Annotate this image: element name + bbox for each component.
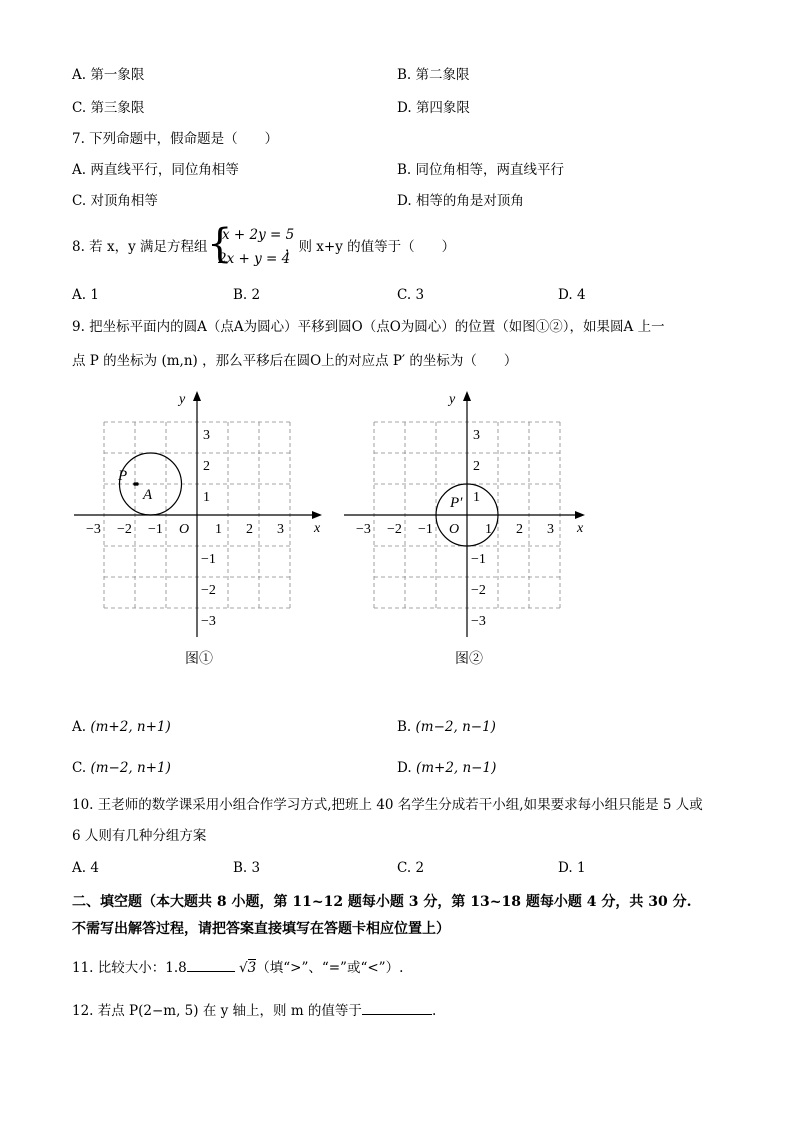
q10-stem-line1: 10. 王老师的数学课采用小组合作学习方式,把班上 40 名学生分成若干小组,如果要求每小组只能是 5 人或: [72, 797, 703, 813]
y-tick-label: 1: [203, 490, 210, 505]
q10-stem-line2: 6 人则有几种分组方案: [72, 828, 207, 844]
x-axis-label: x: [577, 521, 584, 536]
figure-1-caption: 图①: [185, 652, 213, 667]
y-tick-label: −3: [201, 614, 216, 629]
x-tick-label: 2: [246, 522, 253, 537]
figure-2-caption: 图②: [455, 652, 483, 667]
x-tick-label: 3: [547, 522, 554, 537]
y-tick-label: −3: [471, 614, 486, 629]
point-p-prime-label: P′: [450, 495, 463, 511]
y-tick-label: −1: [201, 552, 216, 567]
q7-option-b: B. 同位角相等，两直线平行: [397, 162, 565, 178]
origin-label: O: [179, 522, 190, 537]
x-tick-label: −2: [117, 522, 132, 537]
q9-figure-1: [60, 385, 335, 675]
q8-equation-1: x + 2y = 5: [222, 227, 295, 243]
origin-label: O: [449, 522, 460, 537]
q9-option-d: D. (m+2, n−1): [397, 760, 497, 776]
q11-sqrt: √3: [239, 960, 257, 976]
y-tick-label: 2: [473, 459, 480, 474]
q10-option-b: B. 3: [233, 860, 261, 876]
y-tick-label: 3: [473, 428, 480, 443]
q12-stem: 12. 若点 P(2−m, 5) 在 y 轴上，则 m 的值等于 .: [72, 1000, 436, 1020]
x-tick-label: 1: [215, 522, 222, 537]
x-tick-label: −3: [356, 522, 371, 537]
q8-option-a: A. 1: [72, 287, 99, 303]
q8-stem-prefix: 8. 若 x，y 满足方程组: [72, 239, 208, 255]
q11-stem: 11. 比较大小：1.8 √3（填“>”、“=”或“<”）.: [72, 957, 403, 977]
section-2-heading-line2: 不需写出解答过程，请把答案直接填写在答题卡相应位置上）: [72, 921, 450, 937]
q8-option-b: B. 2: [233, 287, 261, 303]
y-tick-label: −1: [471, 552, 486, 567]
y-tick-label: 3: [203, 428, 210, 443]
q9-option-b: B. (m−2, n−1): [397, 719, 496, 735]
q6-option-b: B. 第二象限: [397, 67, 470, 83]
y-tick-label: 1: [473, 490, 480, 505]
q8-option-d: D. 4: [558, 287, 586, 303]
x-tick-label: −2: [387, 522, 402, 537]
x-axis-arrow-icon: [312, 511, 322, 519]
section-2-heading-line1: 二、填空题（本大题共 8 小题，第 11~12 题每小题 3 分，第 13~18 题每小题 4 分，共 30 分.: [72, 894, 692, 910]
x-axis-arrow-icon: [575, 511, 585, 519]
q9-stem-line1: 9. 把坐标平面内的圆A（点A为圆心）平移到圆O（点O为圆心）的位置（如图①②），如果圆A 上一: [72, 319, 665, 335]
x-tick-label: −1: [148, 522, 163, 537]
q6-option-d: D. 第四象限: [397, 100, 470, 116]
q9-figure-2: [330, 385, 605, 675]
x-tick-label: 1: [485, 522, 492, 537]
y-axis-label: y: [179, 392, 186, 407]
q8-equation-2: 2x + y = 4: [218, 251, 291, 267]
q9-option-a: A. (m+2, n+1): [72, 719, 171, 735]
x-tick-label: 2: [516, 522, 523, 537]
q8-stem-suffix: ，则 x+y 的值等于（ ）: [285, 239, 456, 255]
x-axis-label: x: [314, 521, 321, 536]
q6-option-a: A. 第一象限: [72, 67, 145, 83]
x-tick-label: 3: [277, 522, 284, 537]
point-p-label: P: [118, 468, 128, 484]
q9-stem-line2: 点 P 的坐标为 (m,n) ，那么平移后在圆O上的对应点 P′ 的坐标为（ ）: [72, 353, 518, 369]
q7-option-c: C. 对顶角相等: [72, 193, 158, 209]
center-a-label: A: [143, 487, 153, 503]
center-a-dot: [135, 482, 139, 486]
q10-option-a: A. 4: [72, 860, 99, 876]
q8-system-brace: {: [207, 221, 233, 267]
x-tick-label: −1: [418, 522, 433, 537]
x-tick-label: −3: [86, 522, 101, 537]
q10-option-d: D. 1: [558, 860, 586, 876]
q6-option-c: C. 第三象限: [72, 100, 145, 116]
q7-option-a: A. 两直线平行，同位角相等: [72, 162, 239, 178]
q8-option-c: C. 3: [397, 287, 425, 303]
y-axis-arrow-icon: [463, 391, 471, 401]
q7-option-d: D. 相等的角是对顶角: [397, 193, 524, 209]
y-tick-label: 2: [203, 459, 210, 474]
q7-stem: 7. 下列命题中，假命题是（ ）: [72, 131, 279, 147]
q11-answer-blank[interactable]: [187, 957, 235, 972]
q9-option-c: C. (m−2, n+1): [72, 760, 171, 776]
q12-answer-blank[interactable]: [362, 1000, 432, 1015]
y-axis-label: y: [449, 392, 456, 407]
q10-option-c: C. 2: [397, 860, 425, 876]
y-axis-arrow-icon: [193, 391, 201, 401]
y-tick-label: −2: [471, 583, 486, 598]
y-tick-label: −2: [201, 583, 216, 598]
